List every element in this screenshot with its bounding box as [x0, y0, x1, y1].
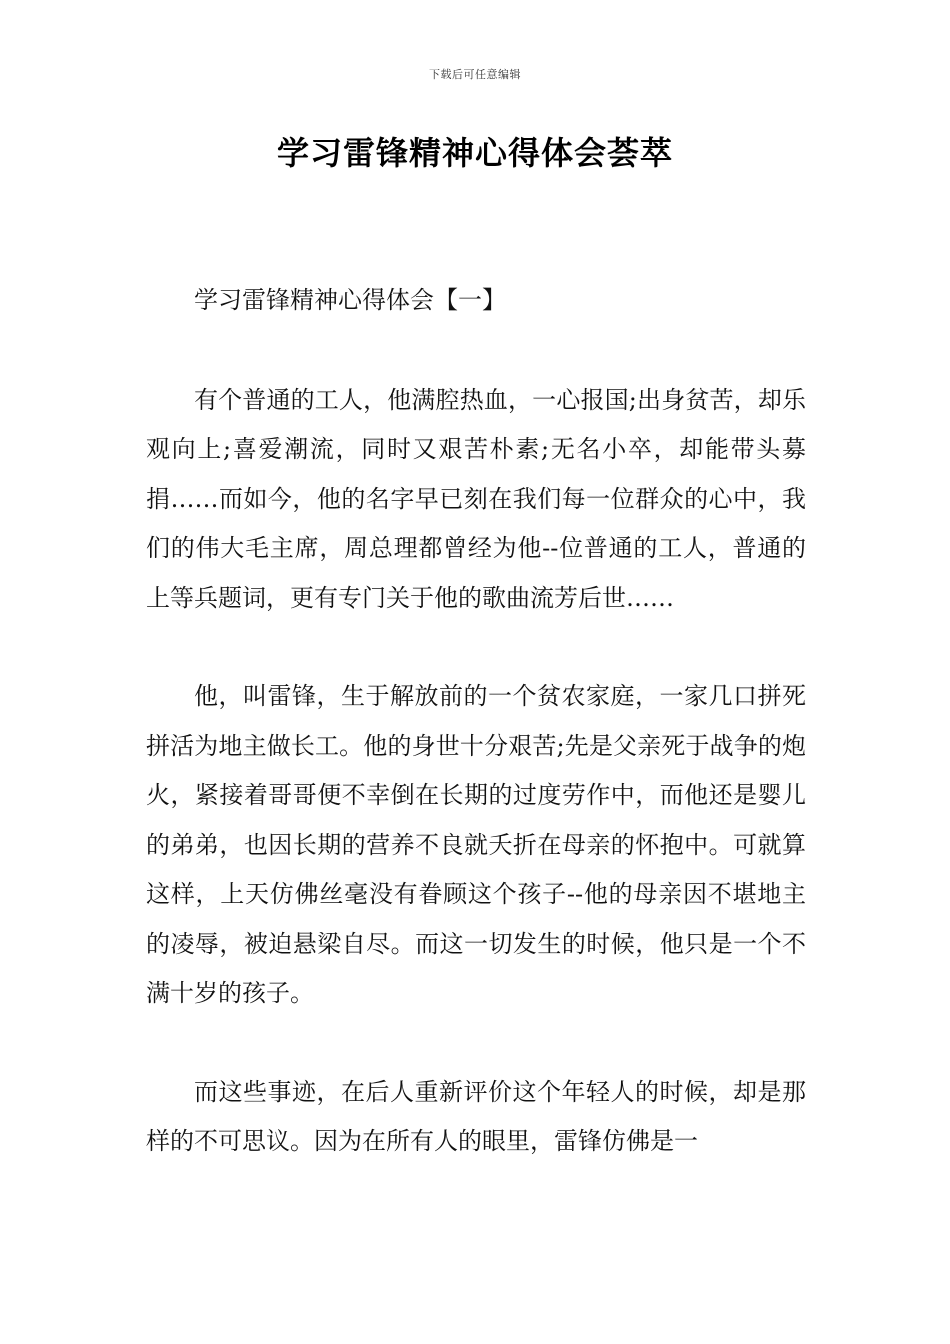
document-title: 学习雷锋精神心得体会荟萃: [276, 134, 673, 172]
document-body: [146, 276, 806, 1216]
section-heading: 学习雷锋精神心得体会【一】: [194, 286, 506, 314]
paragraph: 而这些事迹，在后人重新评价这个年轻人的时候，却是那样的不可思议。因为在所有人的眼里，雷锋仿佛是一: [146, 1077, 806, 1155]
paragraph: 他，叫雷锋，生于解放前的一个贫农家庭，一家几口拼死拼活为地主做长工。他的身世十分艰苦;先是父亲死于战争的炮火，紧接着哥哥便不幸倒在长期的过度劳作中，而他还是婴儿的弟弟，也因长期的营养不良就夭折在母亲的怀抱中。可就算这样，上天仿佛丝毫没有眷顾这个孩子--他的母亲因不堪地主的凌辱，被迫悬梁自尽。而这一切发生的时候，他只是一个不满十岁的孩子。: [146, 682, 806, 1007]
paragraph: 有个普通的工人，他满腔热血，一心报国;出身贫苦，却乐观向上;喜爱潮流，同时又艰苦朴素;无名小卒，却能带头募捐……而如今，他的名字早已刻在我们每一位群众的心中，我们的伟大毛主席，周总理都曾经为他--位普通的工人，普通的上等兵题词，更有专门关于他的歌曲流芳后世……: [146, 385, 806, 612]
header-note: 下载后可任意编辑: [429, 68, 521, 81]
